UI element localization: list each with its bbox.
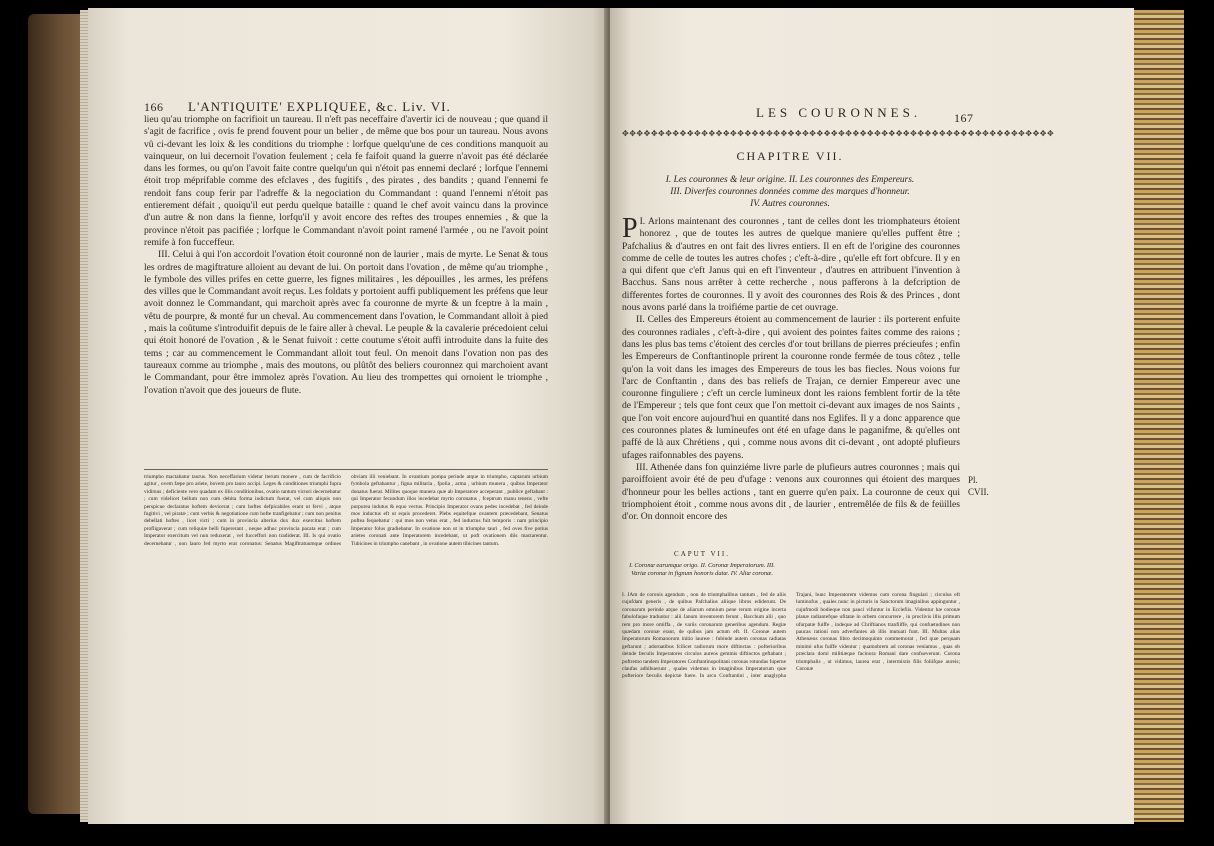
chapter-title: CHAPITRE VII. bbox=[736, 149, 844, 163]
left-main-text bbox=[144, 114, 548, 397]
latin-chapter-summary: I. Coronæ earumque origo. II. Coronæ Imperatorum. III. Variæ coronæ in fignum honoris datæ. IV. Aliæ coronæ. bbox=[629, 562, 775, 578]
right-paragraph-1: I. Arlons maintenant des couronnes , tant de celles dont les triomphateurs étoient honorez , que de toutes les autres de quelque maniere qu'elles puffent être ; Pafchalius & d'autres en ont fait des livres entiers. Il en eft de l'origine des couronnes comme de celle de toutes les autres chofes ; c'eft-à-dire , qu'elle eft fort obfcure. Il y en a qui difent que c'eft Janus qui en eft l'inventeur , d'autres en attribuent l'invention à Bacchus. Sans nous arrêter à cette recherche , nous pafferons à la defcription de differentes fortes de couronnes. Il y avoit des couronnes des Rois & des Princes , dont nous avons parlé dans la troifiéme partie de cet ouvrage. bbox=[622, 216, 960, 314]
right-main-text bbox=[622, 213, 960, 523]
left-page-number: 166 bbox=[144, 100, 164, 114]
left-latin-notes bbox=[144, 474, 548, 594]
left-running-title: L'ANTIQUITE' EXPLIQUEE, &c. Liv. VI. bbox=[188, 99, 451, 114]
right-notes-text: I. JAm de coronis agendum , non de triumphalibus tantum , fed de aliis cujufdam generis , de quibus Pafchalius aliique libros ediderunt. De coronarum perinde atque de aliarum omnium pene rerum origine incerta fabulofaque traduntur : alii Janum inventorem ferunt , Bacchum alii , quo rem pro more omiffa , de variis coronarum generibus agendum. Regiæ quædam coronæ erant, de quibus jam actum eft. II. Coronæ autem Imperatorum Romanorum initio laureæ : fubinde autem coronas radiatas geftarunt ; adornatibus fcilicet radiorum more diftinctas : pofterioribus deinde fæculis Imperatores circulos aureos gemmis diftinctos geftabant ; poftremo tandem Imperatores Conftantinopolitani coronas rotundas fuperne claufas adhibuerunt , quales videmus in imaginibus Imperatorum quæ pofteriore fæculis depictæ fuere. In arcu Conftantini , inter anaglypha Trajani, hunc Imperatorem videmus cum corona fingulari ; circulus eft luminofus , quales nunc in picturis in Sanctorum imaginibus appinguntur , cujufmodi hodieque non pauci vifuntur in Ecclefiis. Videntur hæ coronæ planæ radiantefque ufitatæ in orbem concurrere , in proclivis illis primum ufurpatæ fuiffe , indeque ad Chriftianos tranfiiffe, qui confuetudines non paucas rationi non adverfantes ab illis mutuati funt. III. Multas alias Athenæus coronas libro decimoquinto commemorat , fed quæ perquam minimi ufus fuiffe videntur ; quamobrem ad coronas veniamus , quas ob præclara domi militiæque facinora Romani dare confueverunt. Corona triumphalis , ut vidimus, laurea erat , intermixtis filis foliifque aureis; Coronæ bbox=[622, 592, 960, 680]
right-running-title: LES COURONNES. bbox=[756, 105, 922, 120]
right-paragraph-2: II. Celles des Empereurs étoient au commencement de laurier : ils porterent enfuite des couronnes radiales , c'eft-à-dire , qui avoient des pointes faites comme des raions ; dans les plus bas tems c'étoient des cercles d'or tout brillans de pierres précieufes ; enfin les Empereurs de Conftantinople prirent la couronne ronde fermée de tous côtez , telle qu'on la voit dans les images des Empereurs de tous les bas fiecles. Nous voions fur l'arc de Conftantin , dans des bas reliefs de Trajan, ce dernier Empereur avec une couronne finguliere ; c'eft un cercle lumineux dont les raions femblent fortir de la tête de l'Empereur ; tels que font ceux que l'on mettoit ci-devant aux images de nos Saints , que l'on voit encore aujourd'hui en quantité dans nos Eglifes. Il y a donc apparence que ces couronnes plates & lumineufes ont été en ufage dans le paganifme, & qu'elles ont paffé de là aux Chrétiens , qui , comme nous avons dit ci-devant , ont adopté plufieurs ufages raifonnables des payens. bbox=[622, 314, 960, 461]
footnote-rule bbox=[144, 469, 548, 470]
left-notes-text: triumpho mactabatur taurus. Non neceffarium videtur iterum monere , cum de facrificio agitur , ovem fæpe pro ariete, bovem pro tauro accipi. Leges & conditiones triumphi fupra vidimus ; deficiente vero quadam ex illis conditionibus, ovatio tantum victori decernebatur ; cum videlicet bellum non cum debita forma indictum fuerat, vel cum aliquis non perspicue declaratus hoftem devicerat ; cum hoftes defpicabiles erant ut fervi , atque fugitivi , vel piratæ ; cum verbis & negotiatione cum hofte tranfigebatur ; cum non penitus debellati hoftes , licet victi ; cum in provincia alterius dux dux exercitus hoftem profligaverat ; cum reliquiæ belli fupererant , neque adhuc provincia pacata erat ; cum Imperator exercitum vel non reduxerat , vel fucceffori non tradiderat. III. Is qui ovatio decernebatur , non lauro fed myrto erat coronatus: Senatus Magiftratuumque ordines obviam illi veniebant. In ovantium pompa perinde atque in triumpho, captarum urbium fymbola geftabantur , figna militaria , fpolia , arma , urbium munera , quibus Imperator donatus fuerat. Milites quoque munera quæ ab Imperatore acceperant , publice geftabant : qui Imperator fecundum illos incedebat myrto coronatus , fceptrum manu tenens , vefte purpurea indutus & equo vectus. Principio Imperator ovans pedes incedebat , fed deinde mos inductus eft ut equis procederet. Plebs equitefque ovantem præcedebant, Senatus poftea fequebatur : qui mos non vetus erat , fed inductus fuit temporis : nam principio Imperator folus gradiebatur. In ovatione non ut in triumpho tauri , fed oves five potius arietes coronati ante Imperatorem incedebant, ut poft ovationem diis mactarentur. Tubicines in triumpho canebant , in ovatione autem tibicines tantum. bbox=[144, 474, 548, 547]
plate-margin-note: Pl. CVII. bbox=[968, 475, 989, 497]
book-fore-edge bbox=[1134, 10, 1184, 822]
summary-line-3: IV. Autres couronnes. bbox=[750, 199, 830, 209]
right-latin-notes bbox=[622, 592, 960, 744]
right-paragraph-3: III. Athenée dans fon quinziéme livre parle de plufieurs autres couronnes ; mais qui paroiffoient avoir été de peu d'ufage : venons aux couronnes qui étoient des marques d'honneur pour les belles actions , tant en guerre qu'en paix. La couronne de ceux qui triomphoient étoit , comme nous avons dit , de laurier , entremêlée de fils & de feüilles d'or. On donnoit encore des bbox=[622, 461, 960, 523]
right-page-number: 167 bbox=[954, 111, 974, 125]
right-page bbox=[610, 8, 1134, 824]
left-page bbox=[88, 8, 608, 824]
summary-line-2: III. Diverfes couronnes données comme des marques d'honneur. bbox=[670, 187, 910, 197]
drop-cap: P bbox=[622, 213, 638, 244]
latin-chapter-title: CAPUT VII. bbox=[674, 550, 730, 558]
decorative-band: ✥✥✥✥✥✥✥✥✥✥✥✥✥✥✥✥✥✥✥✥✥✥✥✥✥✥✥✥✥✥✥✥✥✥✥✥✥✥✥✥✥✥✥✥✥✥✥✥✥✥✥✥✥✥✥✥✥✥✥✥ bbox=[622, 129, 1055, 138]
left-paragraph-1: lieu qu'au triomphe on facrifioit un taureau. Il n'eft pas neceffaire d'avertir ici de nouveau ; que quand il s'agit de facrifice , ovis fe prend fouvent pour un belier , de même que bos pour un taureau. Nous avons vû ci-devant les loix & les conditions du triomphe : lorfque quelqu'une de ces conditions manquoit au vainqueur, on lui decernoit l'ovation feulement ; cela fe faifoit quand la guerre n'avoit pas été déclarée dans les formes, ou qu'on l'avoit faite contre quelqu'un qui n'étoit pas ennemi declaré ; lorfque l'ennemi étoit trop méprifable comme des efclaves , des fugitifs , des pirates , des bandits ; quand l'ennemi fe rendoit fans coup ferir par l'adreffe & la negociation du Commandant : quand l'ennemi n'étoit pas entierement défait , quoiqu'il eut perdu quelque bataille : quand le chef avoit vaincu dans la province d'un autre & non dans la fienne, lorfqu'il y avoit encore des reftes des troupes ennemies , & que la province n'étoit pas pacifiée ; lorfque le Commandant n'avoit point ramené l'armée , ou ne l'avoit point remife à fon fucceffeur. bbox=[144, 114, 548, 248]
chapter-summary bbox=[622, 174, 958, 210]
left-paragraph-2: III. Celui à qui l'on accordoit l'ovation étoit couronné non de laurier , mais de myrte. Le Senat & tous les ordres de magiftrature alloient au devant de lui. On portoit dans l'ovation , de même qu'au triomphe , le fymbole des villes prifes en cette guerre, les fignes militaires , les dépouilles , les armes, les préfens des villes que le Commandant avoit reçus. Les foldats y portoient auffi publiquement les préfens que leur avoit donnez le Commandant, qui marchoit après avec fa couronne de myrte & un fceptre à la main , vêtu de pourpre, & monté fur un cheval. Au commencement dans l'ovation, le Commandant alloit à pied , mais la coûtume s'introduifit depuis de le faire aller à cheval. Le peuple & la cavalerie précedoient celui qui étoit honoré de l'ovation , & le Senat fuivoit : cette coutume s'étoit auffi introduite dans la fuite des tems ; car au commencement le Commandant alloit tout feul. On menoit dans l'ovation non pas des taureaux comme au triomphe , mais des moutons, ou plûtôt des beliers couronnez qui marchoient avant le Commandant, pour être immolez après l'ovation. Au lieu des trompettes qui ornoient le triomphe , l'ovation n'avoit que des joueurs de flute. bbox=[144, 249, 548, 396]
summary-line-1: I. Les couronnes & leur origine. II. Les couronnes des Empereurs. bbox=[665, 175, 915, 185]
